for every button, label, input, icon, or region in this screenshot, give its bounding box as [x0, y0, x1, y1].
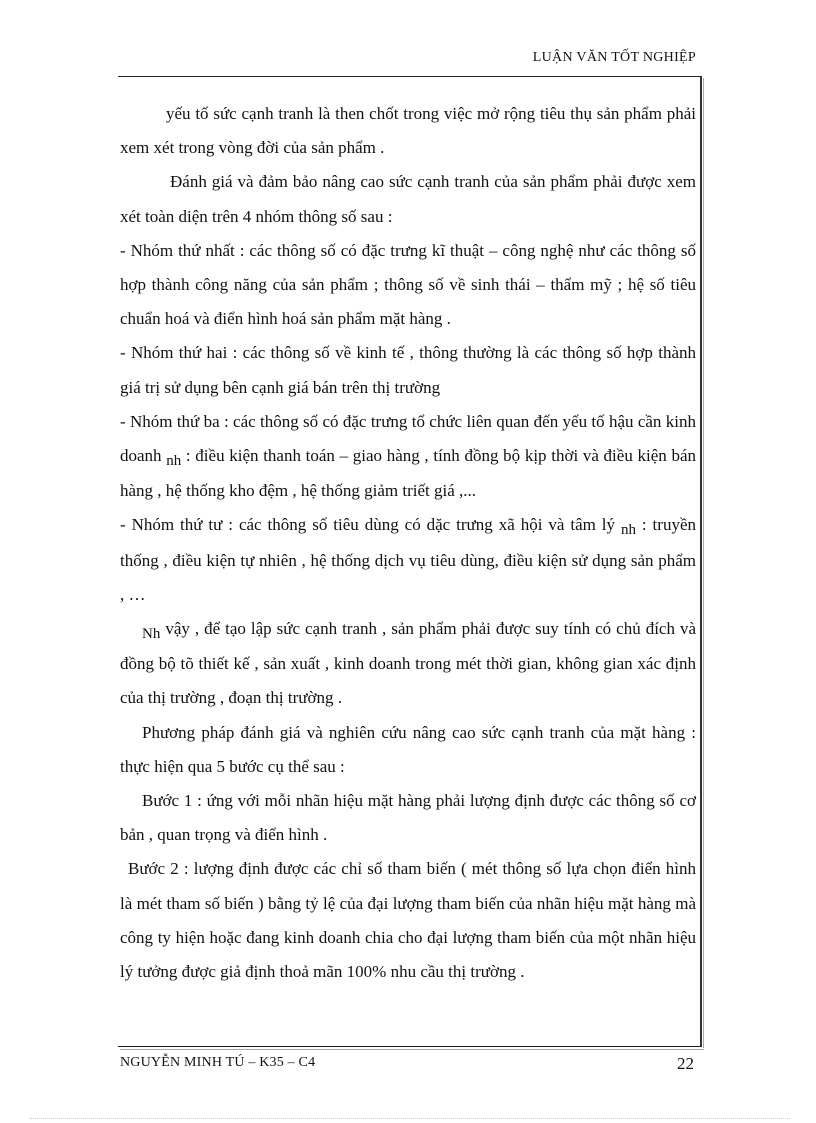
- paragraph-evaluation: Đánh giá và đảm bảo nâng cao sức cạnh tranh của sản phẩm phải được xem xét toàn diện trên 4 nhóm thông số sau :: [120, 172, 696, 226]
- group-four-subscript: nh: [620, 522, 636, 539]
- group-four-text-b: : truyền thống , điều kiện tự nhiên , hệ thống dịch vụ tiêu dùng, điều kiện sử dụng sản phẩm , …: [120, 515, 696, 604]
- paragraph-group-two: - Nhóm thứ hai : các thông số về kinh tế , thông thường là các thông số hợp thành giá trị sử dụng bên cạnh giá bán trên thị trường: [120, 343, 696, 397]
- paragraph-group-one: - Nhóm thứ nhất : các thông số có đặc trưng kĩ thuật – công nghệ như các thông số hợp thành công năng của sản phẩm ; thông số về sinh thái – thẩm mỹ ; hệ số tiêu chuẩn hoá và điển hình hoá sản phẩm mặt hàng .: [120, 240, 696, 329]
- footer-author: NGUYỄN MINH TÚ – K35 – C4: [120, 1055, 316, 1070]
- group-three-text-a: - Nhóm thứ ba : các thông số có đặc trưng tổ chức liên quan đến yếu tố hậu cần kinh doanh: [120, 411, 696, 466]
- paragraph-intro: yếu tố sức cạnh tranh là then chốt trong việc mở rộng tiêu thụ sản phẩm phải xem xét trong vòng đời của sản phẩm .: [120, 104, 696, 158]
- paragraph-step-two: Bước 2 : lượng định được các chỉ số tham biến ( mét thông số lựa chọn điển hình là mét tham số biến ) bằng tỷ lệ của đại lượng tham biến của nhãn hiệu mặt hàng mà công ty hiện hoặc đang kinh doanh chia cho đại lượng tham biến của một nhãn hiệu lý tưởng được giả định thoả mãn 100% nhu cầu thị trường .: [120, 859, 696, 982]
- running-header: LUẬN VĂN TỐT NGHIỆP: [532, 50, 696, 65]
- paragraph-step-one: Bước 1 : ứng với mỗi nhãn hiệu mặt hàng phải lượng định được các thông số cơ bản , quan trọng và điển hình .: [120, 791, 696, 845]
- summary-subscript: Nh: [142, 626, 161, 643]
- header-rule: [118, 76, 700, 77]
- paragraph-group-four: [120, 508, 696, 612]
- page-edge-dots: [30, 1118, 790, 1119]
- page-number: 22: [677, 1054, 694, 1073]
- page-border-right-shadow: [703, 78, 704, 1048]
- paragraph-group-three: [120, 405, 696, 509]
- group-four-text-a: - Nhóm thứ tư : các thông số tiêu dùng có dặc trưng xã hội và tâm lý: [120, 515, 621, 535]
- paragraph-method: Phương pháp đánh giá và nghiên cứu nâng cao sức cạnh tranh của mặt hàng : thực hiện qua 5 bước cụ thể sau :: [120, 722, 696, 776]
- paragraph-summary: [120, 612, 696, 716]
- page-border-right: [700, 76, 702, 1046]
- group-three-text-b: : điều kiện thanh toán – giao hàng , tính đồng bộ kịp thời và điều kiện bán hàng , hệ thống kho đệm , hệ thống giảm triết giá ,...: [120, 446, 696, 501]
- group-three-subscript: nh: [166, 453, 182, 470]
- page-body: [120, 97, 696, 989]
- summary-text: vậy , để tạo lập sức cạnh tranh , sản phẩm phải được suy tính có chủ đích và đồng bộ tõ thiết kế , sản xuất , kinh doanh trong mét thời gian, không gian xác định của thị trường , đoạn thị trường .: [120, 619, 696, 708]
- footer-rule: [118, 1046, 702, 1047]
- footer-rule-shadow: [120, 1049, 704, 1050]
